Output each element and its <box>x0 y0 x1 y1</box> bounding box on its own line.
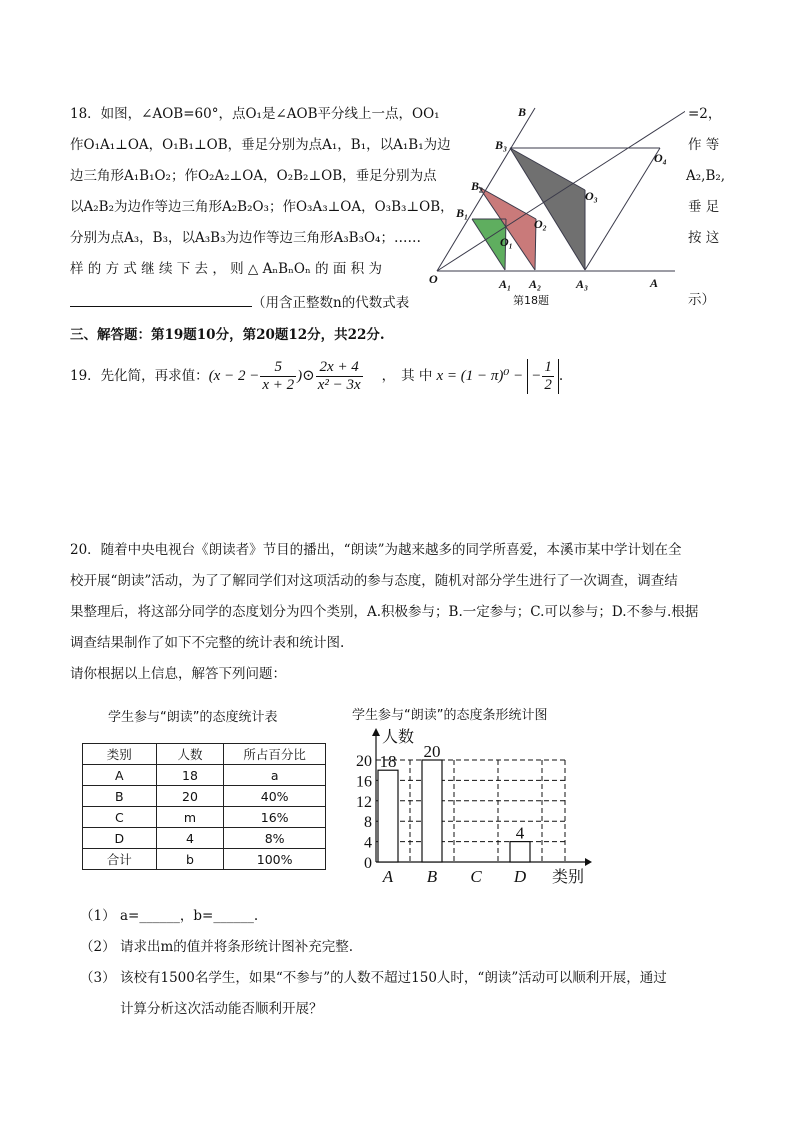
q19-frac3-num: 1 <box>544 358 552 375</box>
label-A3: A₃ <box>576 277 589 291</box>
y-axis-arrow <box>372 728 380 736</box>
table-cell: 18 <box>156 765 224 786</box>
x-tick-label: B <box>426 867 438 886</box>
q20-q2-num: （2） <box>80 939 116 955</box>
table-cell: b <box>156 849 224 870</box>
q19-abs: − $\frac{1}{2}$ <box>527 359 559 394</box>
q18-line5-right: 按 这 <box>688 230 720 246</box>
label-B2: B₂ <box>471 179 484 193</box>
figure-caption: 第18题 <box>513 294 549 307</box>
q20-q3a: 该校有1500名学生，如果“不参与”的人数不超过150人时，“朗读”活动可以顺利开展，通过 <box>120 970 667 986</box>
line-O4-A3 <box>585 148 660 270</box>
data-label-B: 20 <box>423 742 441 761</box>
q19-frac1 <box>260 359 296 394</box>
y-tick-label: 4 <box>364 834 372 852</box>
label-O4: O₄ <box>654 151 667 165</box>
q18-line3-right: A₂,B₂, <box>686 168 726 184</box>
q18-line7: （用含正整数n的代数式表 <box>252 295 410 311</box>
q18-line2-right: 作 等 <box>688 137 720 153</box>
x-tick-label: D <box>513 867 527 886</box>
x-axis-title: 类别 <box>552 867 585 886</box>
table-cell: A <box>83 765 157 786</box>
q18-line4-right: 垂 足 <box>688 199 720 215</box>
figure-18 <box>425 100 685 312</box>
q18-line3: 边三角形A₁B₁O₂；作O₂A₂⊥OA，O₂B₂⊥OB，垂足分别为点 <box>70 168 437 184</box>
q20-q1: a=______，b=______. <box>120 908 259 924</box>
x-tick-label: A <box>382 867 394 886</box>
answer-blank-18[interactable] <box>70 292 252 307</box>
q20-q3b: 计算分析这次活动能否顺利开展？ <box>120 1001 323 1017</box>
y-tick-label: 20 <box>356 753 372 770</box>
table-header: 所占百分比 <box>224 744 326 765</box>
table-cell: 100% <box>224 849 326 870</box>
label-B: B <box>518 105 527 119</box>
y-tick-label: 12 <box>356 793 372 811</box>
q19-frac2-den: x² − 3x <box>317 376 361 393</box>
q20-para3: 果整理后，将这部分同学的态度划分为四个类别，A.积极参与；B.一定参与；C.可以参与；D.不参与.根据 <box>70 604 699 620</box>
q19-prefix: 19．先化简，再求值： <box>70 368 209 384</box>
q20-para1: 20．随着中央电视台《朗读者》节目的播出，“朗读”为越来越多的同学所喜爱，本溪市某中学计划在全 <box>70 542 682 558</box>
label-B1: B₁ <box>456 206 469 220</box>
label-O: O <box>429 272 438 286</box>
q19-mid: )⊙ <box>297 368 315 384</box>
bar-chart <box>330 722 600 892</box>
table-cell: C <box>83 807 157 828</box>
label-A1: A₁ <box>499 277 512 291</box>
q19-frac2 <box>316 359 363 394</box>
table-title: 学生参与“朗读”的态度统计表 <box>108 710 278 725</box>
q20-q2: 请求出m的值并将条形统计图补充完整. <box>120 939 354 955</box>
label-A: A <box>650 276 659 290</box>
label-B3: B₃ <box>495 138 508 152</box>
table-cell: 16% <box>224 807 326 828</box>
q18-line7-row <box>70 292 409 311</box>
q18-line1: 18．如图，∠AOB=60°，点O₁是∠AOB平分线上一点，OO₁ <box>70 106 440 122</box>
q18-line6: 样 的 方 式 继 续 下 去 ， 则 △ AₙBₙOₙ 的 面 积 为 <box>70 261 383 277</box>
q19-frac1-den: x + 2 <box>262 376 295 393</box>
x-axis-arrow <box>585 858 592 866</box>
data-label-A: 18 <box>379 752 397 772</box>
q18-line4: 以A₂B₂为边作等边三角形A₂B₂O₃；作O₃A₃⊥OA，O₃B₃⊥OB， <box>70 199 454 215</box>
q19-frac1-num: 5 <box>260 359 296 377</box>
q20-q1-num: （1） <box>80 908 116 924</box>
q19-comma: ， <box>381 368 396 384</box>
table-cell: 合计 <box>83 849 157 870</box>
q20-para2: 校开展“朗读”活动，为了了解同学们对这项活动的参与态度，随机对部分学生进行了一次调查，调查结 <box>70 573 678 589</box>
q19-frac3-den: 2 <box>544 376 552 393</box>
q18-line2: 作O₁A₁⊥OA，O₁B₁⊥OB，垂足分别为点A₁，B₁，以A₁B₁为边 <box>70 137 451 153</box>
table-cell: 8% <box>224 828 326 849</box>
q19-frac3 <box>542 359 554 394</box>
label-O2: O₂ <box>534 217 547 231</box>
y-axis-title: 人数 <box>382 727 415 746</box>
table-cell: 40% <box>224 786 326 807</box>
label-O3: O₃ <box>585 189 598 203</box>
label-A2: A₂ <box>529 277 542 291</box>
table-header: 类别 <box>83 744 157 765</box>
table-cell: D <box>83 828 157 849</box>
q19-where: 其 中 <box>401 368 433 384</box>
bar-B <box>422 760 442 862</box>
table-cell: 20 <box>156 786 224 807</box>
table-row <box>83 786 326 807</box>
q20-para5: 请你根据以上信息，解答下列问题： <box>70 666 286 682</box>
q19-end: . <box>558 368 564 384</box>
bar-A <box>378 770 398 862</box>
q19-open: (x − 2 − <box>208 368 260 384</box>
q18-line5: 分别为点A₃，B₃，以A₃B₃为边作等边三角形A₃B₃O₄；…… <box>70 230 421 246</box>
q19-row <box>70 356 563 396</box>
table-cell: m <box>156 807 224 828</box>
table-row <box>83 828 326 849</box>
q18-line1-right: =2， <box>688 106 722 122</box>
table-row <box>83 849 326 870</box>
q19-frac2-num: 2x + 4 <box>316 359 363 377</box>
chart-title: 学生参与“朗读”的态度条形统计图 <box>352 708 548 723</box>
table-row <box>83 807 326 828</box>
table-header-row <box>83 744 326 765</box>
y-tick-label: 16 <box>356 773 372 791</box>
y-tick-label: 8 <box>364 814 372 832</box>
table-row <box>83 765 326 786</box>
label-O1: O₁ <box>500 235 513 249</box>
x-tick-label: C <box>470 867 482 886</box>
table-header: 人数 <box>156 744 224 765</box>
q20-para4: 调查结果制作了如下不完整的统计表和统计图. <box>70 635 345 651</box>
table-cell: 4 <box>156 828 224 849</box>
q18-line7-right: 示） <box>688 292 715 308</box>
section-heading: 三、解答题：第19题10分，第20题12分，共22分. <box>70 327 385 343</box>
stat-table <box>82 743 326 870</box>
table-cell: a <box>224 765 326 786</box>
data-label-D: 4 <box>515 823 525 843</box>
q20-q3-num: （3） <box>80 970 116 986</box>
bar-D <box>510 842 530 862</box>
q19-expr: x = (1 − π)⁰ − <box>436 368 524 384</box>
y-tick-label: 0 <box>364 855 372 872</box>
table-cell: B <box>83 786 157 807</box>
